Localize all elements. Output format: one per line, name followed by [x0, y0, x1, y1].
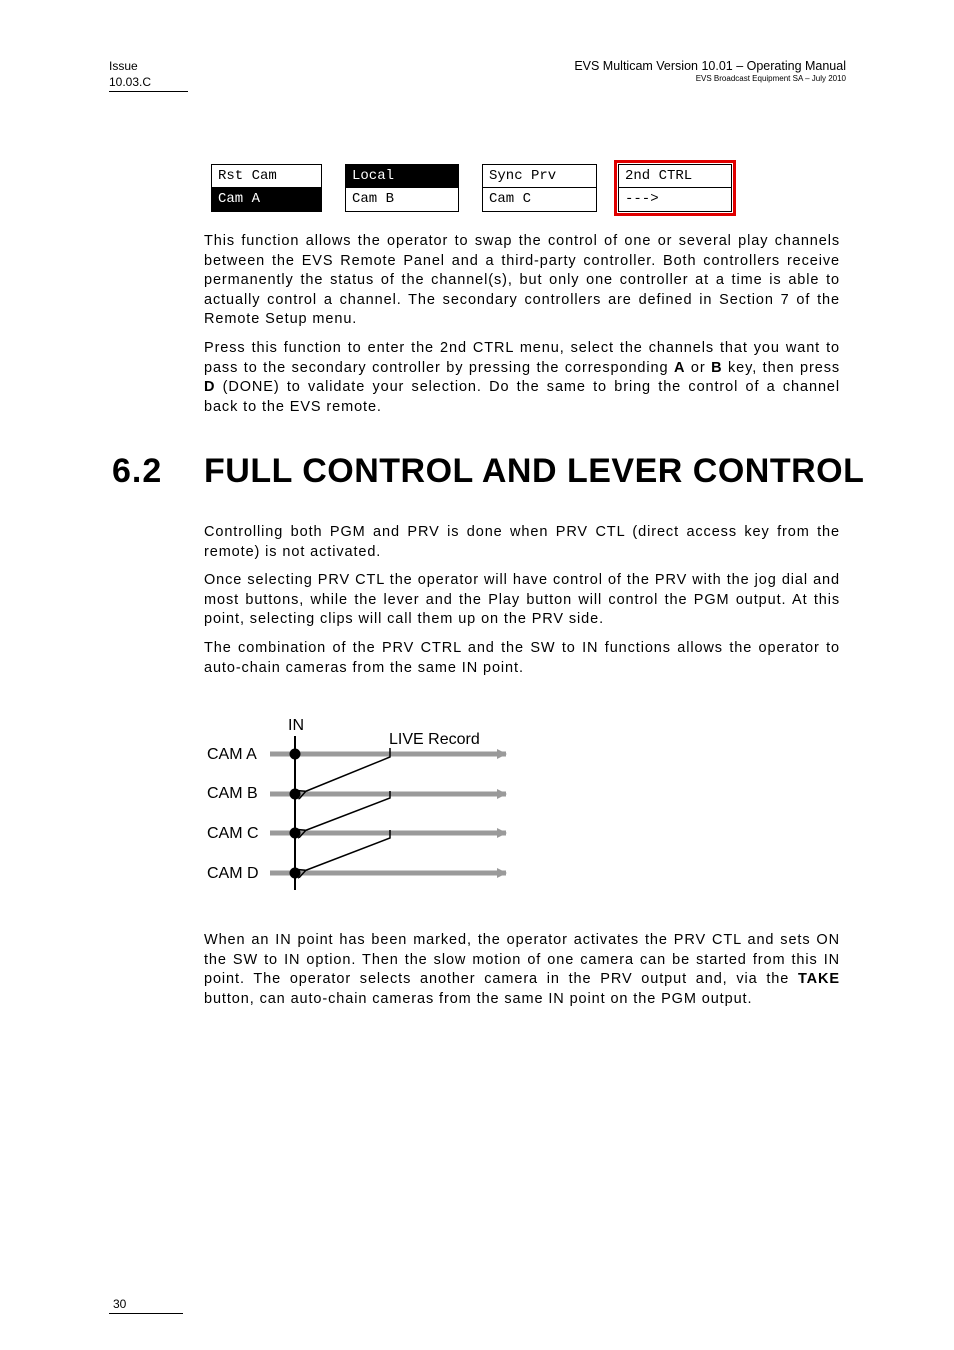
page-number: 30: [109, 1297, 183, 1314]
in-dot-cam-a: [290, 749, 301, 760]
key-b: B: [711, 359, 723, 376]
text-run: or: [685, 359, 712, 376]
key-local: [345, 164, 459, 212]
key-sync-prv: [482, 164, 597, 212]
section-number: 6.2: [112, 452, 163, 490]
key-top-label: Sync Prv: [483, 165, 596, 188]
in-label: IN: [288, 717, 304, 734]
company-date: EVS Broadcast Equipment SA – July 2010: [695, 74, 846, 83]
text-run: When an IN point has been marked, the operator activates the PRV CTL and sets ON the SW to IN option. Then the slow motion of one camera can be started from this IN point. The operator selects another camera in the PRV output and, via the: [204, 932, 840, 987]
key-rst-cam: [211, 164, 322, 212]
text-run: Press this function to enter the 2nd CTRL menu, select the channels that you want to pass to the secondary controller by pressing the corresponding: [204, 340, 840, 376]
section-paragraph-3: The combination of the PRV CTRL and the SW to IN functions allows the operator to auto-chain cameras from the same IN point.: [204, 640, 840, 676]
key-top-label: Local: [346, 165, 458, 188]
in-dot-cam-c: [290, 828, 301, 839]
issue-number: 10.03.C: [109, 74, 188, 92]
key-bottom-label: Cam C: [489, 191, 532, 207]
key-top-label: 2nd CTRL: [619, 165, 731, 188]
key-a: A: [673, 359, 686, 376]
take-key: TAKE: [798, 971, 840, 987]
cam-label: CAM C: [207, 825, 259, 842]
key-bottom-label: Cam A: [212, 188, 321, 211]
key-bottom-label: --->: [625, 191, 659, 207]
live-record-label: LIVE Record: [389, 731, 480, 748]
intro-paragraph-1: This function allows the operator to swap the control of one or several play channels between the EVS Remote Panel and a third-party controller. Both controllers receive permanently the status of the channel(s), but only one controller at a time is able to actually control a channel. The secondary controllers are defined in Section 7 of the Remote Setup menu.: [204, 233, 840, 327]
key-bottom-label: Cam B: [352, 191, 395, 207]
key-top-label: Rst Cam: [212, 165, 321, 188]
section-paragraph-2: Once selecting PRV CTL the operator will have control of the PRV with the jog dial and most buttons, while the lever and the Play button will control the PGM output. At this point, selecting clips will call them up on the PRV side.: [204, 572, 840, 627]
issue-label: Issue: [109, 59, 138, 73]
section-paragraph-1: Controlling both PGM and PRV is done when PRV CTL (direct access key from the remote) is not activated.: [204, 524, 840, 560]
section-title: FULL CONTROL AND LEVER CONTROL: [204, 452, 865, 490]
cam-label: CAM D: [207, 865, 259, 882]
in-dot-cam-d: [290, 868, 301, 879]
auto-chain-diagram: [200, 710, 520, 895]
key-2nd-ctrl: [618, 164, 732, 212]
chain-arrow-b-to-c: [304, 791, 390, 831]
intro-paragraph-2: [204, 339, 840, 417]
section-paragraph-4: [204, 931, 840, 1009]
cam-label: CAM A: [207, 746, 257, 763]
key-d: D: [204, 379, 216, 395]
text-run: (DONE) to validate your selection. Do the same to bring the control of a channel back to the EVS remote.: [204, 379, 840, 415]
chain-arrow-c-to-d: [304, 830, 390, 871]
manual-header: [574, 58, 846, 84]
manual-title: EVS Multicam Version 10.01 – Operating Manual: [574, 59, 846, 73]
in-dot-cam-b: [290, 789, 301, 800]
text-run: button, can auto-chain cameras from the same IN point on the PGM output.: [204, 990, 753, 1007]
issue-block: [109, 58, 188, 92]
cam-label: CAM B: [207, 785, 258, 802]
text-run: key, then press: [722, 359, 840, 376]
